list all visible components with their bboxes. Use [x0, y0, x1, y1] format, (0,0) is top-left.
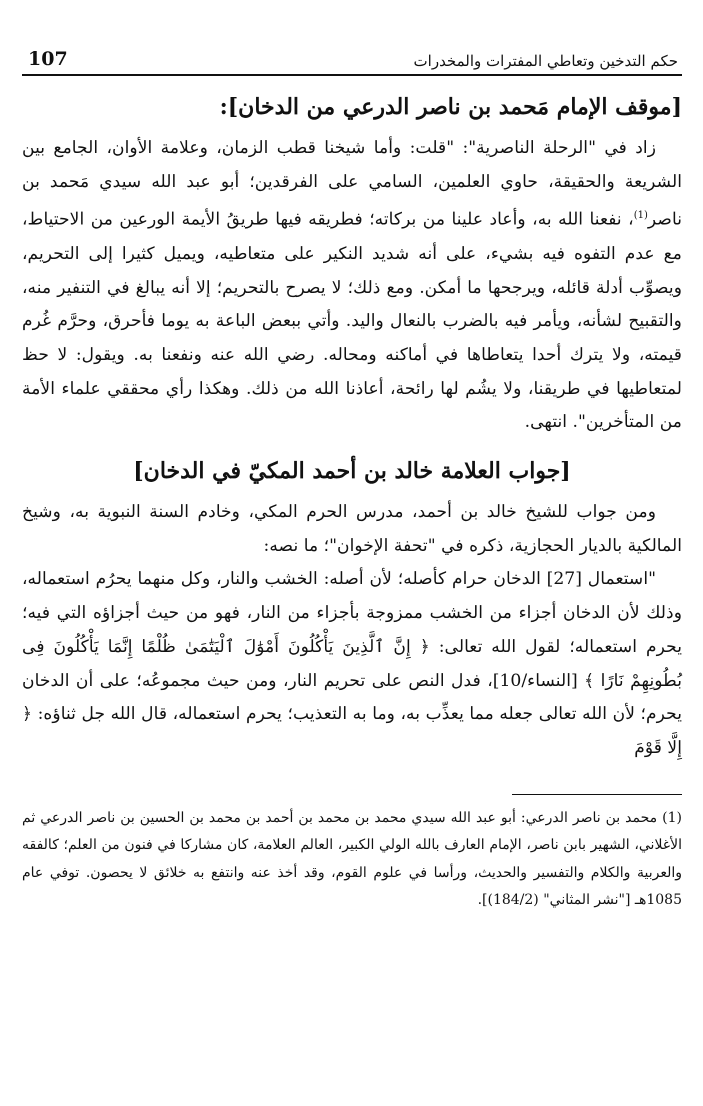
running-header-title: حكم التدخين وتعاطي المفترات والمخدرات [413, 52, 678, 70]
footnote-reference[interactable]: (1) [633, 210, 648, 222]
paragraph-text: زاد في "الرحلة الناصرية": "قلت: وأما شيخنا قطب الزمان، وعلامة الأوان، الجامع بين الشريعة والحقيقة، حاوي العلمين، السامي على الفرقدين؛ أبو عبد الله سيدي مَحمد بن ناصر [22, 138, 682, 231]
paragraph [22, 563, 682, 765]
section-body-khalid-makki [22, 496, 682, 766]
footnote: (1) محمد بن ناصر الدرعي: أبو عبد الله سيدي محمد بن محمد بن أحمد بن محمد بن الحسين بن ناصر الدرعي ثم الأغلاني، الشهير بابن ناصر، الإمام العارف بالله الولي الكبير، العالم العلامة، كان مشاركا في فنون من العلم؛ كالفقه والعربية والكلام والتفسير والحديث، ورأسا في علوم القوم، وقد أخذ عنه وانتفع به خلائق لا يحصون. توفي عام 1085هـ ["نشر المثاني" (184/2)]. [22, 809, 682, 909]
paragraph [22, 132, 682, 440]
page [22, 48, 682, 915]
quran-verse: ﴿ إِلَّا قَوْمَ [22, 704, 682, 758]
paragraph-text: [النساء/10]، فدل النص على تحريم النار، ومن حيث مجموعُه؛ على أن الدخان يحرم؛ لأن الله تعالى جعله مما يعذِّب به، وما به التعذيب؛ يحرم استعماله، قال الله جل ثناؤه: [22, 670, 682, 725]
section-body-ibn-nasir [22, 132, 682, 440]
paragraph: ومن جواب للشيخ خالد بن أحمد، مدرس الحرم المكي، وخادم السنة النبوية به، وشيخ المالكية بالديار الحجازية، ذكره في "تحفة الإخوان"؛ ما نصه: [22, 502, 682, 556]
footnotes [22, 805, 682, 915]
paragraph-text: "استعمال [27] الدخان حرام كأصله؛ لأن أصله: الخشب والنار، وكل منهما يحرُم استعماله، وذلك لأن الدخان أجزاء من الخشب ممزوجة بأجزاء من النار، فهو من حيث أجزاؤه التي فيه؛ يحرم استعماله؛ لقول الله تعالى: [22, 569, 682, 657]
section-heading-khalid-makki: [جواب العلامة خالد بن أحمد المكيّ في الدخان] [133, 458, 571, 485]
running-header [22, 48, 682, 76]
page-number: 107 [28, 48, 68, 70]
footnote-divider [512, 794, 682, 795]
quran-verse: ﴿ إِنَّ ٱلَّذِينَ يَأْكُلُونَ أَمْوَٰلَ ٱلْيَتَٰمَىٰ ظُلْمًا إِنَّمَا يَأْكُلُونَ فِى بُطُونِهِمْ نَارًا ﴾ [22, 636, 683, 691]
section-heading-ibn-nasir: [موقف الإمام مَحمد بن ناصر الدرعي من الدخان]: [219, 94, 682, 120]
paragraph-text: ، نفعنا الله به، وأعاد علينا من بركاته؛ فطريقه فيها طريقُ الأيمة الورعين من الاحتياط، مع عدم التفوه فيه بشيء، على أنه شديد النكير على متعاطيه، ويميل كثيرا إلى التحريم، ويصوِّب أدلة قائله، ويرجحها ما أمكن. ومع ذلك؛ لا يصرح بالتحريم؛ إلا أنه يبالغ في التنفير منه، والتقبيح لشأنه، ويأمر فيه بالضرب بالنعال واليد. وأتي ببعض الباعة به يوما فأحرق، وحرَّم غُرم قيمته، ولا يترك أحدا يتعاطاها في أماكنه ومحاله. رضي الله عنه ونفعنا به. ويقول: لا حظ لمتعاطيها في طريقنا، ولا يشُم لها رائحة، أعاذنا الله من ذلك. وهكذا رأي محققي علماء الأمة من المتأخرين". انتهى. [22, 210, 682, 433]
